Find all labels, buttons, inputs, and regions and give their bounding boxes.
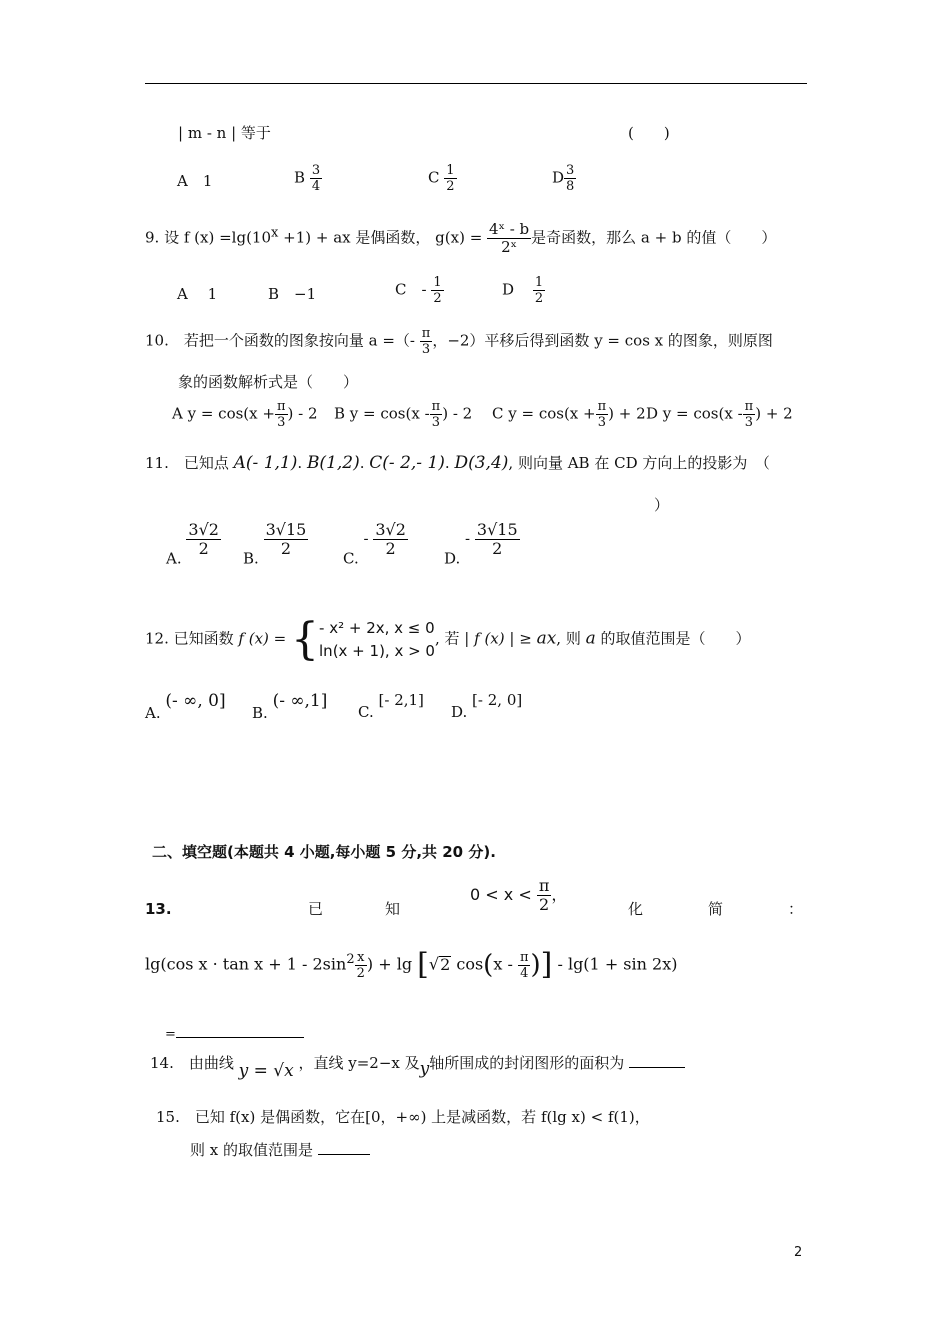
q13-colon: ： xyxy=(788,900,804,918)
q13-word-3: 化 xyxy=(628,900,644,918)
q8-stem: | m - n | 等于 xyxy=(178,124,271,142)
q15-answer-blank[interactable] xyxy=(318,1144,370,1155)
q9-option-a: A 1 xyxy=(177,285,218,303)
q13-answer-blank[interactable] xyxy=(176,1027,304,1038)
q11-option-b: B. $\frac{3√15}{2}$ xyxy=(243,520,307,568)
q8-option-b: B $\frac{3}{4}$ xyxy=(294,163,321,194)
q10-option-d: D y = cos(x - $\frac{\pi}{3}$ ) + 2 xyxy=(646,399,793,430)
section-heading: 二、填空题(本题共 4 小题,每小题 5 分,共 20 分). xyxy=(152,843,496,861)
q13-answer: = xyxy=(165,1027,304,1041)
q9-option-c: C - $\frac{1}{2}$ xyxy=(395,275,442,306)
q14-answer-blank[interactable] xyxy=(629,1057,685,1068)
q9-option-d: D $\frac{1}{2}$ xyxy=(502,275,544,306)
q13-condition: 0 < x < $\frac{\pi}{2}$ ， xyxy=(470,876,568,914)
q13-word-2: 知 xyxy=(385,900,401,918)
q13-expression: lg(cos $x \cdot \tan x + 1 - 2\sin^2$ $\frac{x}{2}$ ) + lg [√2 cos(x - $\frac{\pi}{4}$ )] - lg(1 + sin 2x) xyxy=(145,947,678,982)
q10-stem: 10. 若把一个函数的图象按向量 a =（- $\frac{\pi}{3}$ ，−2）平移后得到函数 y = cos x 的图象，则原图 xyxy=(145,326,773,357)
q11-stem: 11. 已知点 A(- 1,1). B(1,2). C(- 2,- 1). D(3,4), 则向量 AB 在 CD 方向上的投影为 （ xyxy=(145,453,770,473)
q8-option-a: A 1 xyxy=(177,172,213,190)
page-number: 2 xyxy=(794,1245,803,1260)
q10-option-c: C y = cos(x + $\frac{\pi}{3}$ ) + 2 xyxy=(492,399,646,430)
q12-stem: 12. 已知函数 f (x) = { - x² + 2x, x ≤ 0 ln(x + 1), x > 0 , 若 | f (x) | ≥ ax, 则 a 的取值范围是（ ） xyxy=(145,613,751,665)
q11-option-c: C. - $\frac{3√2}{2}$ xyxy=(343,520,406,568)
header-rule xyxy=(145,83,807,84)
q8-option-d: D $\frac{3}{8}$ xyxy=(552,163,575,194)
q15-stem: 15. 已知 f(x) 是偶函数，它在[0，+∞) 上是减函数，若 f(lg x) < f(1)， xyxy=(156,1108,650,1126)
q9-stem: 9. 设 f $(x) =\lg(10^x +1)$ + ax 是偶函数， g(x) = $\frac{\text{4ˣ - b}}{\text{2ˣ}}$ 是奇函数，那么 a + b 的值（ ） xyxy=(145,220,777,256)
q13-word-4: 简 xyxy=(708,900,724,918)
q9-option-b: B −1 xyxy=(268,285,317,303)
q12-option-c: C. [- 2,1] xyxy=(358,691,424,721)
q13-word-1: 已 xyxy=(308,900,324,918)
q12-option-a: A. (- ∞, 0] xyxy=(145,691,226,722)
q11-option-a: A. $\frac{3√2}{2}$ xyxy=(166,520,219,568)
q10-option-b: B y = cos(x - $\frac{\pi}{3}$ ) - 2 xyxy=(334,399,473,430)
q12-option-d: D. [- 2, 0] xyxy=(451,691,523,721)
q11-option-d: D. - $\frac{3√15}{2}$ xyxy=(444,520,518,568)
q8-option-c: C $\frac{1}{2}$ xyxy=(428,163,455,194)
q12-option-b: B. (- ∞,1] xyxy=(252,691,328,722)
q14-stem: 14. 由曲线 y = √x ，直线 y=2−x 及y轴所围成的封闭图形的面积为 xyxy=(150,1056,685,1080)
q10-stem-line2: 象的函数解析式是（ ） xyxy=(178,373,359,391)
q15-stem-line2: 则 x 的取值范围是 xyxy=(190,1143,370,1158)
q13-number: 13. xyxy=(145,900,172,918)
q11-answer-paren-close: ） xyxy=(654,496,670,514)
q10-option-a: A y = cos(x + $\frac{\pi}{3}$ ) - 2 xyxy=(172,399,318,430)
q8-answer-paren: ( ) xyxy=(628,124,670,142)
